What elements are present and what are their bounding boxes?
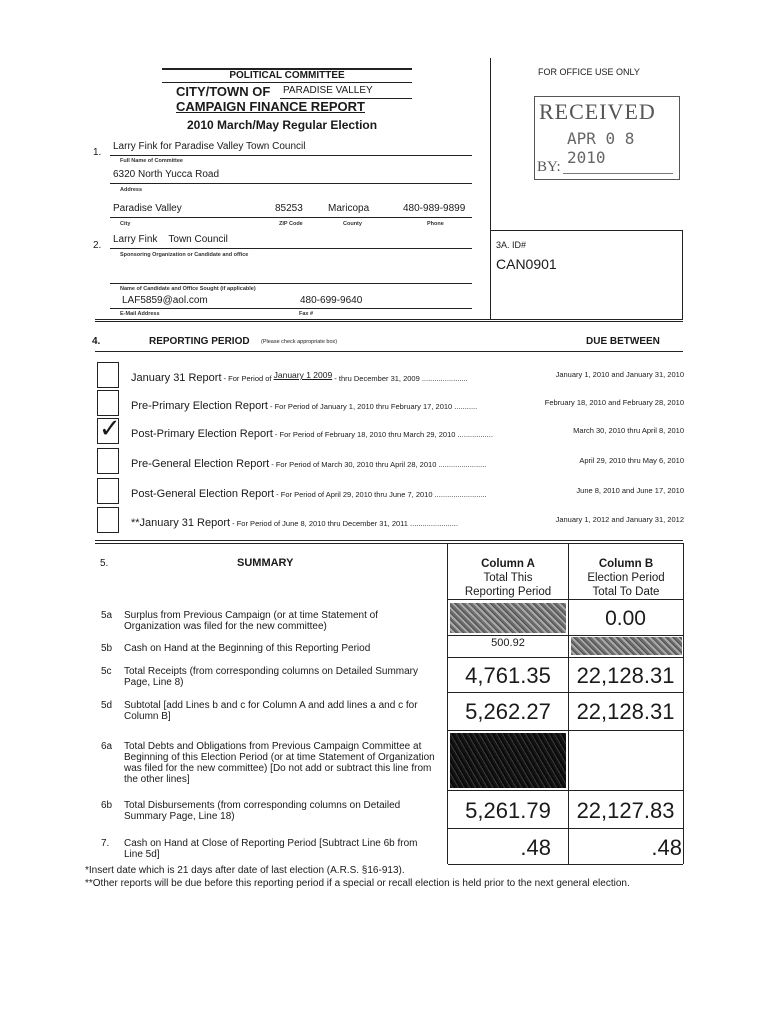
col-b-header <box>569 557 683 599</box>
city-town-label: CITY/TOWN OF <box>176 84 271 99</box>
col-b-title: Column B <box>598 558 654 570</box>
report-option-row <box>131 513 458 531</box>
report-option-due: June 8, 2010 and June 17, 2010 <box>576 486 684 495</box>
city-town-value: PARADISE VALLEY <box>283 85 373 96</box>
summary-row-column-a-value: 5,261.79 <box>465 798 551 823</box>
office-divider <box>490 58 491 320</box>
row-5a-col-a-shaded <box>450 603 566 633</box>
phone: 480-989-9899 <box>403 203 466 214</box>
row-7-bottom <box>448 864 683 865</box>
summary-row-column-a-value: 500.92 <box>491 637 525 649</box>
col-b-line2: Election Period <box>587 572 665 584</box>
report-option-row <box>131 484 487 502</box>
report-option-due: January 1, 2010 and January 31, 2010 <box>555 370 684 379</box>
candidate-line <box>110 283 472 284</box>
summary-row-id: 6b <box>101 800 113 811</box>
office-use-label: FOR OFFICE USE ONLY <box>538 67 640 77</box>
reporting-note: (Please check appropriate box) <box>261 339 338 345</box>
report-option-period: - For Period of <box>221 374 274 383</box>
id-label: 3A. ID# <box>496 240 527 250</box>
report-option-checkbox[interactable] <box>97 448 119 474</box>
summary-row-description: Total Disbursements (from corresponding columns on Detailed Summary Page, Line 18) <box>124 800 401 822</box>
committee-type: POLITICAL COMMITTEE <box>229 70 345 81</box>
row-5a-bottom <box>448 635 683 636</box>
summary-row-description: Subtotal [add Lines b and c for Column A and add lines a and c for Column B] <box>124 700 418 722</box>
report-option-due: January 1, 2012 and January 31, 2012 <box>555 515 684 524</box>
county-label: County <box>343 221 362 227</box>
id-right-rule <box>682 230 683 320</box>
report-title: CAMPAIGN FINANCE REPORT <box>176 99 365 114</box>
stamp-by-line <box>563 173 673 174</box>
report-option-due: February 18, 2010 and February 28, 2010 <box>544 398 684 407</box>
summary-row-id: 7. <box>101 838 110 849</box>
report-option-checkbox[interactable] <box>97 507 119 533</box>
phone-label: Phone <box>427 221 444 227</box>
summary-row-column-b-value: 22,128.31 <box>576 663 675 688</box>
report-option-checkbox[interactable] <box>97 362 119 388</box>
report-option-period: - For Period of February 18, 2010 thru March 29, 2010 ................. <box>272 430 493 439</box>
city-line <box>110 217 472 218</box>
summary-row-column-a-value: 5,262.27 <box>465 699 551 724</box>
id-top-rule <box>490 230 682 231</box>
row-6b-bottom <box>448 828 683 829</box>
sponsor: Larry Fink Town Council <box>113 234 228 245</box>
row-6a-bottom <box>448 790 683 791</box>
report-option-name: January 31 Report <box>131 372 222 384</box>
summary-col-b-right <box>683 543 684 864</box>
stamp-received: RECEIVED <box>539 99 656 124</box>
section2-bottom-rule <box>95 319 683 320</box>
footnote-1: *Insert date which is 21 days after date of last election (A.R.S. §16-913). <box>85 865 405 876</box>
email: LAF5859@aol.com <box>122 295 208 306</box>
report-option-name: **January 31 Report <box>131 517 231 529</box>
summary-row-column-b-value: 22,127.83 <box>576 798 675 823</box>
summary-row-id: 5d <box>101 700 113 711</box>
summary-number: 5. <box>100 558 109 569</box>
sponsor-label: Sponsoring Organization or Candidate and office <box>120 252 249 258</box>
report-option-checkbox[interactable] <box>97 413 121 444</box>
received-stamp <box>534 96 680 180</box>
id-value: CAN0901 <box>496 256 557 272</box>
report-option-row <box>131 454 486 472</box>
reporting-bottom-rule <box>95 540 683 541</box>
summary-row-description: Total Receipts (from corresponding columns on Detailed Summary Page, Line 8) <box>124 666 419 688</box>
summary-header-rule <box>448 599 683 600</box>
report-option-period-suffix: - thru December 31, 2009 ...................... <box>332 374 468 383</box>
summary-row-id: 5a <box>101 610 113 621</box>
reporting-header-rule <box>95 351 683 352</box>
committee-name-label: Full Name of Committee <box>120 158 183 164</box>
summary-row-column-b-value: 0.00 <box>605 607 646 630</box>
city: Paradise Valley <box>113 203 182 214</box>
summary-row-column-a-value: .48 <box>520 835 551 860</box>
report-option-row <box>131 396 477 414</box>
report-option-row <box>131 368 468 386</box>
col-a-header <box>448 557 568 599</box>
report-option-due: April 29, 2010 thru May 6, 2010 <box>579 456 684 465</box>
report-option-handwritten-date: January 1 2009 <box>273 370 333 380</box>
election-name: 2010 March/May Regular Election <box>187 118 378 132</box>
report-option-row <box>131 424 493 442</box>
row-5c-bottom <box>448 692 683 693</box>
email-label: E-Mail Address <box>120 311 160 317</box>
summary-row-id: 5b <box>101 643 113 654</box>
address-label: Address <box>120 187 143 193</box>
header-rule-2 <box>162 82 412 83</box>
address-line <box>110 183 472 184</box>
fax-label: Fax # <box>299 311 314 317</box>
report-option-due: March 30, 2010 thru April 8, 2010 <box>573 426 684 435</box>
committee-name-line <box>110 155 472 156</box>
reporting-bottom-rule-2 <box>95 543 683 544</box>
col-b-line3: Total To Date <box>592 586 660 598</box>
row-5b-col-b-shaded <box>571 637 682 655</box>
report-option-checkbox[interactable] <box>97 478 119 504</box>
row-5d-bottom <box>448 730 683 731</box>
report-option-period: - For Period of January 1, 2010 thru February 17, 2010 ........... <box>267 402 478 411</box>
section2-number: 2. <box>93 240 102 251</box>
summary-row-column-a-value: 4,761.35 <box>465 663 551 688</box>
stamp-by: BY: <box>537 159 561 175</box>
report-option-period: - For Period of March 30, 2010 thru April 28, 2010 ....................... <box>269 460 487 469</box>
summary-row-id: 6a <box>101 741 113 752</box>
report-option-period: - For Period of June 8, 2010 thru December 31, 2011 ....................... <box>230 519 458 528</box>
email-line <box>110 308 472 309</box>
footnote-2: **Other reports will be due before this reporting period if a special or recall election is held prior to the next general election. <box>85 878 630 889</box>
report-option-name: Pre-Primary Election Report <box>131 400 268 412</box>
candidate-label: Name of Candidate and Office Sought (if applicable) <box>120 286 256 292</box>
zip-label: ZIP Code <box>279 221 303 227</box>
row-5b-bottom <box>448 657 683 658</box>
col-a-line2: Total This <box>483 572 533 584</box>
col-a-title: Column A <box>481 558 535 570</box>
committee-name: Larry Fink for Paradise Valley Town Council <box>113 141 306 152</box>
row-6a-col-a-shaded <box>450 733 566 788</box>
check-mark-icon: ✓ <box>99 413 121 443</box>
address: 6320 North Yucca Road <box>113 169 220 180</box>
section2-bottom-rule-2 <box>95 321 683 322</box>
col-a-line3: Reporting Period <box>464 586 552 598</box>
summary-title: SUMMARY <box>237 557 294 569</box>
report-option-period: - For Period of April 29, 2010 thru June 7, 2010 ......................... <box>274 490 487 499</box>
stamp-date: APR 0 8 2010 <box>567 129 635 167</box>
county: Maricopa <box>328 203 370 214</box>
section1-number: 1. <box>93 147 102 158</box>
summary-row-description: Cash on Hand at the Beginning of this Reporting Period <box>124 643 371 654</box>
report-option-name: Post-General Election Report <box>131 488 275 500</box>
reporting-number: 4. <box>92 336 101 347</box>
sponsor-line <box>110 248 472 249</box>
report-option-name: Pre-General Election Report <box>131 458 270 470</box>
summary-row-description: Surplus from Previous Campaign (or at time Statement of Organization was filed for the new committee) <box>124 610 378 632</box>
summary-row-description: Cash on Hand at Close of Reporting Period [Subtract Line 6b from Line 5d] <box>124 838 418 860</box>
fax: 480-699-9640 <box>300 295 363 306</box>
reporting-title: REPORTING PERIOD <box>149 336 250 347</box>
due-between-header: DUE BETWEEN <box>586 336 660 347</box>
summary-row-description: Total Debts and Obligations from Previous Campaign Committee at Beginning of this Election Period (or at time Statement of Organization was filed for the new committee) [Do not add or subtract this line from the other lines] <box>124 741 435 785</box>
zip: 85253 <box>275 203 303 214</box>
summary-row-column-b-value: 22,128.31 <box>576 699 675 724</box>
city-label: City <box>120 221 131 227</box>
report-option-name: Post-Primary Election Report <box>131 428 273 440</box>
summary-row-column-b-value: .48 <box>651 835 682 860</box>
summary-row-id: 5c <box>101 666 112 677</box>
